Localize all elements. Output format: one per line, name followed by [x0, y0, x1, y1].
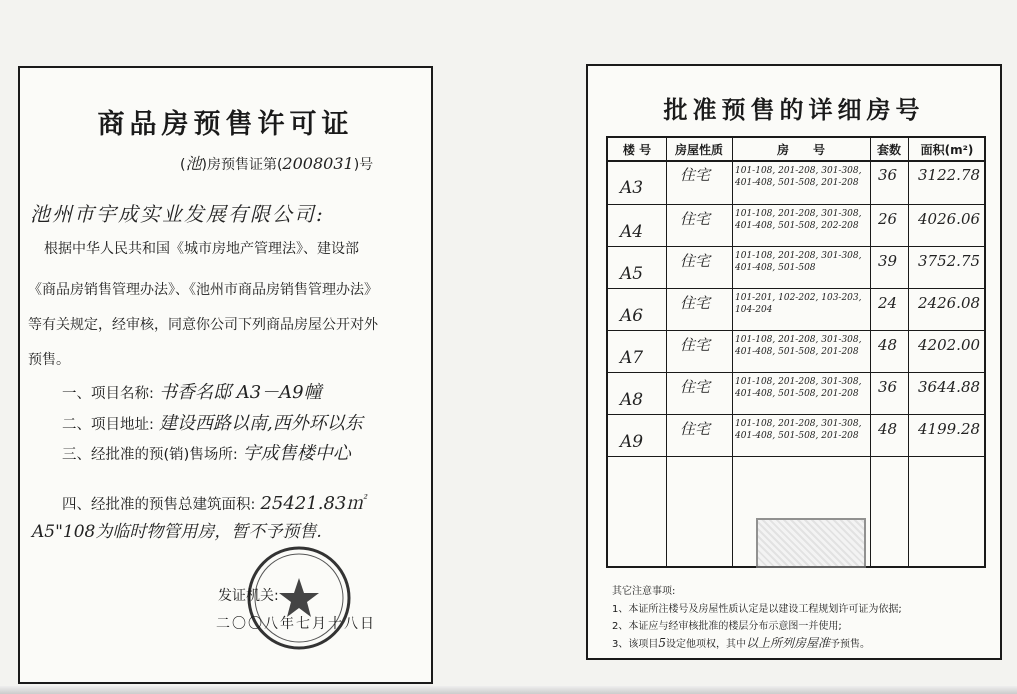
item4-label: 四、经批准的预售总建筑面积:	[62, 497, 256, 513]
note3-post: 予预售。	[830, 639, 871, 650]
note-1: 1、本证所注楼号及房屋性质认定是以建设工程规划许可证为依据;	[612, 604, 902, 615]
permit-number: 2008031	[282, 154, 354, 173]
item-project-address	[62, 409, 363, 435]
header-count: 套数	[876, 143, 901, 157]
permit-suffix: )号	[353, 157, 374, 173]
header-rooms: 房 号	[776, 143, 825, 157]
rooms-cell: 101-201, 102-202, 103-203, 104-204	[735, 293, 862, 315]
note3-mid: 设定他项权，其中	[666, 639, 747, 650]
note-3	[612, 634, 870, 651]
body-paragraph-3: 等有关规定，经审核，同意你公司下列商品房屋公开对外	[28, 317, 378, 333]
item-project-name	[62, 378, 322, 404]
permit-prefix: (	[180, 157, 186, 173]
area-cell: 3752.75	[918, 252, 981, 270]
item-total-area	[62, 489, 364, 515]
item1-value: 书香名邸 A3－A9幢	[158, 382, 322, 403]
use-cell: 住宅	[680, 252, 711, 270]
item2-label: 二、项目地址:	[62, 417, 154, 433]
rooms-cell: 101-108, 201-208, 301-308, 401-408, 501-508	[735, 251, 862, 273]
header-use: 房屋性质	[674, 143, 723, 157]
permit-mid: )房预售证第(	[201, 157, 283, 173]
area-cell: 3122.78	[918, 166, 981, 184]
use-cell: 住宅	[680, 294, 711, 312]
area-cell: 3644.88	[918, 378, 981, 396]
rooms-cell: 101-108, 201-208, 301-308, 401-408, 501-508, 201-208	[735, 166, 862, 188]
body-paragraph-4: 预售。	[28, 352, 70, 368]
building-cell: A5	[620, 264, 644, 284]
rooms-cell: 101-108, 201-208, 301-308, 401-408, 501-508, 201-208	[735, 377, 862, 399]
item2-value: 建设西路以南,西外环以东	[158, 413, 363, 434]
header-building: 楼 号	[622, 143, 652, 157]
count-cell: 26	[878, 210, 898, 228]
company-name: 池州市宇成实业发展有限公司:	[30, 202, 325, 226]
building-cell: A3	[620, 178, 644, 198]
use-cell: 住宅	[680, 420, 711, 438]
void-stamp	[756, 518, 866, 568]
count-cell: 48	[878, 420, 898, 438]
use-cell: 住宅	[680, 210, 711, 228]
rooms-cell: 101-108, 201-208, 301-308, 401-408, 501-508, 202-208	[735, 209, 862, 231]
rooms-cell: 101-108, 201-208, 301-308, 401-408, 501-508, 201-208	[735, 335, 862, 357]
building-cell: A7	[620, 348, 644, 368]
permit-region: 池	[185, 154, 202, 173]
building-cell: A4	[620, 222, 644, 242]
note3-pre: 3、该项目	[612, 639, 659, 650]
presale-permit-certificate	[18, 66, 433, 684]
permit-number-line	[180, 151, 373, 174]
item3-label: 三、经批准的预(销)售场所:	[62, 447, 238, 463]
rooms-cell: 101-108, 201-208, 301-308, 401-408, 501-508, 201-208	[735, 419, 862, 441]
body-paragraph-1: 根据中华人民共和国《城市房地产管理法》、建设部	[44, 241, 359, 257]
item4-value: 25421.83㎡	[260, 493, 365, 514]
scan-edge	[0, 686, 1017, 694]
area-cell: 4202.00	[918, 336, 981, 354]
certificate-title: 商品房预售许可证	[97, 109, 354, 140]
item-sales-location	[62, 439, 351, 465]
use-cell: 住宅	[680, 166, 711, 184]
count-cell: 39	[878, 252, 898, 270]
item3-value: 宇成售楼中心	[242, 443, 351, 464]
count-cell: 48	[878, 336, 898, 354]
building-cell: A8	[620, 390, 644, 410]
rooms-table	[606, 136, 986, 568]
note3-hand2: 以上所列房屋准	[746, 636, 831, 650]
item4-note: A5"108为临时物管用房，暂不予预售.	[32, 522, 322, 542]
sheet-title: 批准预售的详细房号	[663, 96, 925, 124]
count-cell: 24	[878, 294, 898, 312]
note-2: 2、本证应与经审核批准的楼层分布示意图一并使用;	[612, 621, 842, 632]
header-area: 面积(m²)	[920, 143, 974, 157]
notes-title: 其它注意事项:	[612, 586, 676, 597]
building-cell: A9	[620, 432, 644, 452]
area-cell: 2426.08	[918, 294, 981, 312]
approved-rooms-sheet	[586, 64, 1002, 660]
building-cell: A6	[620, 306, 644, 326]
area-cell: 4199.28	[918, 420, 981, 438]
item1-label: 一、项目名称:	[62, 386, 154, 402]
body-paragraph-2: 《商品房销售管理办法》、《池州市商品房销售管理办法》	[28, 282, 378, 298]
use-cell: 住宅	[680, 378, 711, 396]
count-cell: 36	[878, 166, 898, 184]
area-cell: 4026.06	[918, 210, 981, 228]
issue-date: 二〇〇八年七月十八日	[216, 616, 376, 632]
count-cell: 36	[878, 378, 898, 396]
use-cell: 住宅	[680, 336, 711, 354]
issuing-authority: 发证机关:	[218, 588, 279, 604]
note3-hand: 5	[658, 636, 667, 650]
